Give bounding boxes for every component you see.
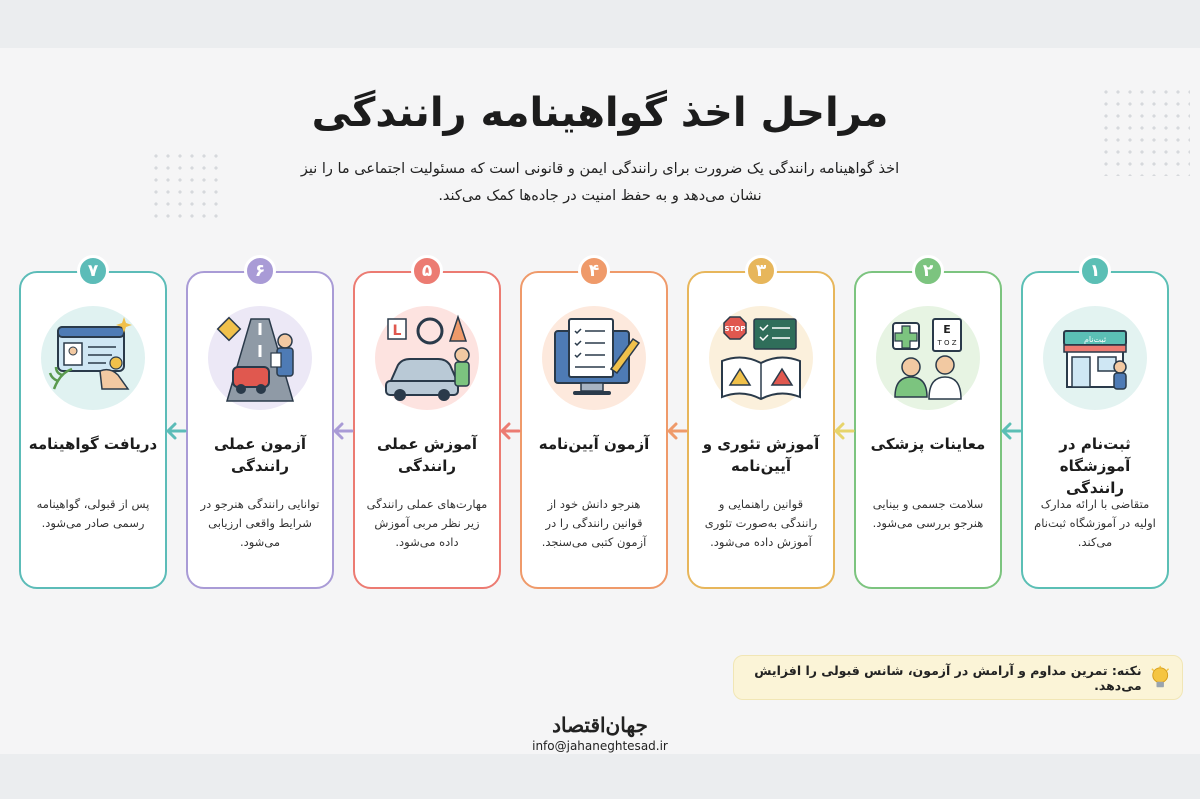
license-card-icon (40, 305, 146, 411)
tip-note-text: نکته: تمرین مداوم و آرامش در آزمون، شانس قبولی را افزایش می‌دهد. (754, 662, 1142, 693)
shop-sign-text: ثبت‌نام (1083, 335, 1107, 344)
step-number: ۱ (1079, 255, 1111, 287)
svg-text:E: E (943, 323, 951, 336)
brand-email: info@jahaneghtesad.ir (532, 739, 668, 753)
road-test-icon (207, 305, 313, 411)
arrow-left-icon (833, 420, 855, 442)
step-description: مهارت‌های عملی رانندگی زیر نظر مربی آموزش داده می‌شود. (366, 497, 488, 549)
step-title: آزمون عملی رانندگی (213, 435, 307, 475)
step-title: آموزش تئوری و آیین‌نامه (702, 435, 820, 475)
step-description: پس از قبولی، گواهینامه رسمی صادر می‌شود. (36, 497, 150, 530)
step-number: ۳ (745, 255, 777, 287)
svg-text:T O Z: T O Z (937, 339, 957, 347)
step-description: توانایی رانندگی هنرجو در شرایط واقعی ارزیابی می‌شود. (200, 497, 320, 549)
step-title: آموزش عملی رانندگی (377, 435, 477, 475)
step-description: هنرجو دانش خود از قوانین رانندگی را در آزمون کتبی می‌سنجد. (541, 497, 647, 549)
step-number: ۲ (912, 255, 944, 287)
step-number: ۶ (244, 255, 276, 287)
step-title: دریافت گواهینامه (28, 435, 158, 453)
page-subtitle: اخذ گواهینامه رانندگی یک ضرورت برای رانندگی ایمن و قانونی است که مسئولیت اجتماعی ما را نیز نشان می‌دهد و به حفظ امنیت در جاده‌ها کمک می‌کند. (300, 161, 900, 204)
lightbulb-icon (1150, 665, 1170, 691)
step-description: متقاضی با ارائه مدارک اولیه در آموزشگاه ثبت‌نام می‌کند. (1034, 497, 1156, 549)
practical-training-icon (374, 305, 480, 411)
rulebook-icon (708, 305, 814, 411)
arrow-left-icon (165, 420, 187, 442)
step-number: ۷ (77, 255, 109, 287)
arrow-left-icon (666, 420, 688, 442)
step-title: ثبت‌نام در آموزشگاه رانندگی (1059, 435, 1131, 497)
step-description: قوانین راهنمایی و رانندگی به‌صورت تئوری آموزش داده می‌شود. (704, 497, 818, 549)
driving-school-icon (1042, 305, 1148, 411)
brand-footer (520, 713, 680, 753)
step-card-2 (854, 261, 1002, 589)
step-card-3 (687, 261, 835, 589)
learner-plate-text: L (392, 323, 402, 339)
dot-pattern (150, 150, 220, 220)
step-card-5 (353, 261, 501, 589)
arrow-left-icon (1000, 420, 1022, 442)
tip-note (733, 655, 1183, 700)
arrow-left-icon (499, 420, 521, 442)
step-card-7 (19, 261, 167, 589)
step-number: ۴ (578, 255, 610, 287)
step-card-1 (1021, 261, 1169, 589)
step-card-6 (186, 261, 334, 589)
step-description: سلامت جسمی و بینایی هنرجو بررسی می‌شود. (872, 497, 984, 530)
step-card-4 (520, 261, 668, 589)
written-test-icon (541, 305, 647, 411)
stop-sign-text: STOP (724, 325, 746, 333)
brand-logo: جهان‌اقتصاد (552, 713, 648, 737)
page-title: مراحل اخذ گواهینامه رانندگی (311, 90, 889, 136)
step-title: معاینات پزشکی (870, 435, 986, 453)
step-number: ۵ (411, 255, 443, 287)
medical-exam-icon (875, 305, 981, 411)
arrow-left-icon (332, 420, 354, 442)
step-title: آزمون آیین‌نامه (538, 435, 650, 453)
